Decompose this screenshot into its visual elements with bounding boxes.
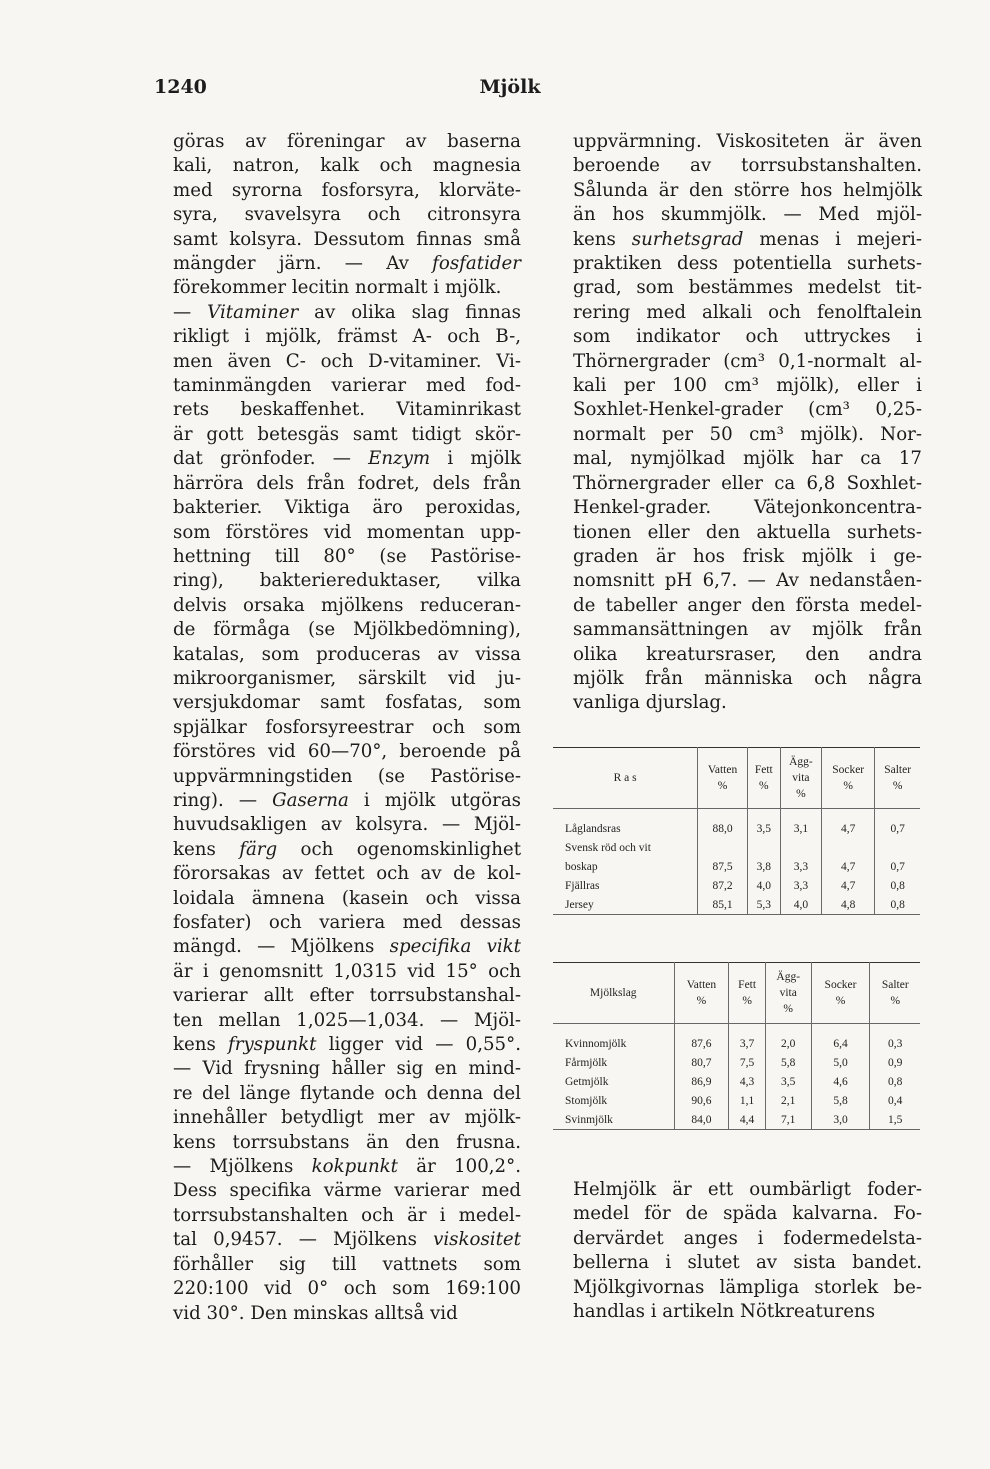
table-row — [553, 876, 920, 895]
text-line: är i genomsnitt 1,0315 vid 15° och — [173, 960, 521, 982]
cell-value: 0,7 — [875, 809, 920, 839]
cell-value: 7,1 — [765, 1110, 811, 1130]
column-header: Fett % — [747, 748, 780, 809]
text-line: varierar allt efter torrsubstanshal- — [173, 985, 521, 1007]
text-line: mängd. — Mjölkens specifika vikt — [173, 936, 521, 958]
table-header-row — [553, 963, 920, 1024]
text-line: sammansättningen av mjölk från — [573, 619, 922, 641]
cell-value: 3,1 — [780, 809, 821, 839]
column-header: Vatten % — [698, 748, 748, 809]
text-line: ten mellan 1,025—1,034. — Mjöl- — [173, 1009, 521, 1031]
row-label: Fårmjölk — [565, 1056, 608, 1069]
cell-value: 0,3 — [870, 1024, 920, 1054]
text-line: som indikator och uttryckes i — [573, 326, 922, 348]
column-header: Fett % — [729, 963, 766, 1024]
text-line: kens surhetsgrad menas i mejeri- — [573, 228, 922, 250]
cell-value: 2,0 — [765, 1024, 811, 1054]
text-line: samt kolsyra. Dessutom finnas små — [173, 228, 521, 250]
column-header: Salter % — [870, 963, 920, 1024]
cell-value: 4,0 — [780, 895, 821, 915]
text-line: torrsubstanshalten och är i medel- — [173, 1204, 521, 1226]
column-header: R a s — [613, 772, 637, 784]
cell-value: 5,8 — [811, 1091, 870, 1110]
row-label: Svensk röd och vit — [565, 841, 651, 854]
cell-value: 4,0 — [747, 876, 780, 895]
text-line: hettning till 80° (se Pastörise- — [173, 545, 521, 567]
text-line: Thörnergrader (cm³ 0,1-normalt al- — [573, 350, 922, 372]
cell-value: 80,7 — [674, 1053, 729, 1072]
cell-value: 1,1 — [729, 1091, 766, 1110]
cell-value: 3,5 — [747, 809, 780, 839]
text-line: bakterier. Viktiga äro peroxidas, — [173, 497, 521, 519]
text-line: re del länge flytande och denna del — [173, 1082, 521, 1104]
text-line: som förstöres vid momentan upp- — [173, 521, 521, 543]
cell-value: 0,8 — [875, 876, 920, 895]
row-label: Jersey — [553, 895, 698, 915]
page-header — [140, 76, 880, 102]
text-line: rets beskaffenhet. Vitaminrikast — [173, 399, 521, 421]
cell-value: 3,3 — [780, 876, 821, 895]
text-line: loidala ämnena (kasein och vissa — [173, 887, 521, 909]
cell-value: 90,6 — [674, 1091, 729, 1110]
cell-value: 4,7 — [822, 876, 875, 895]
cell-value: 87,5 — [698, 857, 748, 876]
cell-value — [747, 838, 780, 857]
table-row — [553, 1091, 920, 1110]
running-title: Mjölk — [479, 76, 541, 98]
text-line: medel för de späda kalvarna. Fo- — [573, 1203, 922, 1225]
text-line: spjälkar fosforsyreestrar och som — [173, 716, 521, 738]
text-line: fosfater) och variera med dessas — [173, 912, 521, 933]
text-line: grad, som bestämmes medelst tit- — [573, 277, 922, 299]
cell-value: 85,1 — [698, 895, 748, 915]
text-line: Sålunda är den större hos helmjölk — [573, 179, 922, 201]
right-text-column-bottom — [573, 1178, 922, 1324]
column-header: Socker % — [822, 748, 875, 809]
text-line: Dess specifika värme varierar med — [173, 1180, 521, 1202]
row-label: Fjällras — [565, 879, 600, 892]
text-line: dervärdet anges i fodermedelsta- — [573, 1227, 922, 1249]
text-line: bellerna i slutet av sista bandet. — [573, 1252, 922, 1274]
cell-value: 87,6 — [674, 1024, 729, 1054]
text-line: kens färg och ogenomskinlighet — [173, 838, 521, 860]
text-line: vanliga djurslag. — [573, 692, 727, 714]
text-line: graden är hos frisk mjölk i ge- — [573, 545, 922, 567]
table-header-row — [553, 748, 920, 809]
text-line: Soxhlet-Henkel-grader (cm³ 0,25- — [573, 399, 922, 421]
page-number: 1240 — [154, 76, 207, 98]
text-line: Helmjölk är ett oumbärligt foder- — [573, 1179, 922, 1200]
cell-value: 0,7 — [875, 857, 920, 876]
text-line: förstöres vid 60—70°, beroende på — [173, 741, 521, 763]
cell-value: 84,0 — [674, 1110, 729, 1130]
breed-composition-table — [553, 747, 920, 915]
text-line: Henkel-grader. Vätejonkoncentra- — [573, 497, 922, 519]
cell-value: 4,6 — [811, 1072, 870, 1091]
text-line: dat grönfoder. — Enzym i mjölk — [173, 448, 521, 470]
cell-value: 6,4 — [811, 1024, 870, 1054]
text-line: innehåller betydligt mer av mjölk- — [173, 1107, 521, 1129]
text-line: delvis orsaka mjölkens reduceran- — [173, 594, 521, 616]
cell-value: 3,8 — [747, 857, 780, 876]
text-line: taminmängden varierar med fod- — [173, 375, 521, 397]
column-header: Socker % — [811, 963, 870, 1024]
text-line: Mjölkgivornas lämpliga storlek be- — [573, 1276, 922, 1298]
text-line: förekommer lecitin normalt i mjölk. — [173, 277, 502, 299]
text-line: beroende av torrsubstanshalten. — [573, 155, 922, 177]
table-row — [553, 1072, 920, 1091]
text-line: förhåller sig till vattnets som — [173, 1253, 521, 1275]
cell-value: 3,7 — [729, 1024, 766, 1054]
cell-value: 0,8 — [875, 895, 920, 915]
text-line: mängder järn. — Av fosfatider — [173, 253, 521, 275]
cell-value: 0,8 — [870, 1072, 920, 1091]
cell-value: 1,5 — [870, 1110, 920, 1130]
cell-value: 0,4 — [870, 1091, 920, 1110]
cell-value: 4,3 — [729, 1072, 766, 1091]
text-line: tionen eller den aktuella surhets- — [573, 521, 922, 543]
text-line: göras av föreningar av baserna — [173, 131, 521, 152]
cell-value: 3,5 — [765, 1072, 811, 1091]
text-line: Thörnergrader eller ca 6,8 Soxhlet- — [573, 472, 922, 494]
row-label: Kvinnomjölk — [565, 1037, 627, 1050]
cell-value: 88,0 — [698, 809, 748, 839]
table-row — [553, 1024, 920, 1054]
row-label: Svinmjölk — [553, 1110, 674, 1130]
text-line: mal, nymjölkad mjölk har ca 17 — [573, 448, 922, 470]
text-line: mjölk från människa och några — [573, 667, 922, 689]
text-line: de förmåga (se Mjölkbedömning), — [173, 619, 521, 641]
text-line: 220:100 vid 0° och som 169:100 — [173, 1278, 521, 1300]
row-label: Getmjölk — [565, 1075, 609, 1088]
text-line: olika kreatursraser, den andra — [573, 643, 922, 665]
text-line: kali per 100 cm³ mjölk), eller i — [573, 375, 922, 397]
cell-value: 4,8 — [822, 895, 875, 915]
right-text-column-top — [573, 130, 922, 716]
text-line: — Vid frysning håller sig en mind- — [173, 1058, 521, 1080]
text-line: tal 0,9457. — Mjölkens viskositet — [173, 1229, 521, 1251]
text-line: normalt per 50 cm³ mjölk). Nor- — [573, 423, 922, 445]
column-header: Ägg- vita % — [780, 748, 821, 809]
text-line: praktiken dess potentiella surhets- — [573, 253, 922, 275]
text-line: kens torrsubstans än den frusna. — [173, 1131, 521, 1153]
cell-value: 5,3 — [747, 895, 780, 915]
text-line: handlas i artikeln Nötkreaturens — [573, 1301, 876, 1323]
text-line: syra, svavelsyra och citronsyra — [173, 204, 521, 226]
text-line: de tabeller anger den första medel- — [573, 594, 922, 616]
text-line: med syrorna fosforsyra, klorväte- — [173, 179, 521, 201]
text-line: men även C- och D-vitaminer. Vi- — [173, 350, 521, 372]
cell-value: 4,4 — [729, 1110, 766, 1130]
text-line: katalas, som produceras av vissa — [173, 643, 521, 665]
text-line: rikligt i mjölk, främst A- och B-, — [173, 326, 521, 348]
cell-value: 5,8 — [765, 1053, 811, 1072]
milk-type-composition-table — [553, 962, 920, 1130]
text-line: uppvärmningstiden (se Pastörise- — [173, 765, 521, 787]
table-row — [553, 895, 920, 915]
cell-value: 7,5 — [729, 1053, 766, 1072]
text-line: än hos skummjölk. — Med mjöl- — [573, 204, 922, 226]
table-row — [553, 809, 920, 839]
cell-value — [822, 838, 875, 857]
text-line: är gott betesgäs samt tidigt skör- — [173, 423, 521, 445]
column-header: Vatten % — [674, 963, 729, 1024]
text-line: vid 30°. Den minskas alltså vid — [173, 1302, 458, 1324]
text-line: versjukdomar samt fosfatas, som — [173, 692, 521, 714]
column-header: Salter % — [875, 748, 920, 809]
column-header: Mjölkslag — [589, 987, 637, 999]
column-header: Ägg- vita % — [765, 963, 811, 1024]
text-line: nomsnitt pH 6,7. — Av nedanståen- — [573, 570, 922, 592]
cell-value: 4,7 — [822, 857, 875, 876]
text-line: ring), bakteriereduktaser, vilka — [173, 570, 521, 592]
table-row — [553, 1053, 920, 1072]
text-line: mikroorganismer, särskilt vid ju- — [173, 667, 521, 689]
table-row — [553, 1110, 920, 1130]
text-line: härröra dels från fodret, dels från — [173, 472, 521, 494]
text-line: kens fryspunkt ligger vid — 0,55°. — [173, 1034, 521, 1056]
cell-value: 86,9 — [674, 1072, 729, 1091]
text-line: uppvärmning. Viskositeten är även — [573, 131, 922, 152]
cell-value: 4,7 — [822, 809, 875, 839]
cell-value: 3,0 — [811, 1110, 870, 1130]
cell-value: 0,9 — [870, 1053, 920, 1072]
cell-value — [875, 838, 920, 857]
left-text-column — [173, 130, 521, 1326]
cell-value: 2,1 — [765, 1091, 811, 1110]
cell-value: 5,0 — [811, 1053, 870, 1072]
text-line: kali, natron, kalk och magnesia — [173, 155, 521, 177]
row-label: boskap — [565, 860, 598, 873]
row-label: Stomjölk — [565, 1094, 608, 1107]
text-line: förorsakas av fettet och av de kol- — [173, 863, 521, 885]
text-line: — Vitaminer av olika slag finnas — [173, 301, 521, 323]
cell-value — [780, 838, 821, 857]
cell-value — [698, 838, 748, 857]
text-line: huvudsakligen av kolsyra. — Mjöl- — [173, 814, 521, 836]
text-line: — Mjölkens kokpunkt är 100,2°. — [173, 1156, 521, 1178]
table-row — [553, 857, 920, 876]
text-line: ring). — Gaserna i mjölk utgöras — [173, 789, 521, 811]
cell-value: 87,2 — [698, 876, 748, 895]
text-line: rering med alkali och fenolftalein — [573, 301, 922, 323]
table-row — [553, 838, 920, 857]
row-label: Låglandsras — [565, 822, 621, 835]
cell-value: 3,3 — [780, 857, 821, 876]
